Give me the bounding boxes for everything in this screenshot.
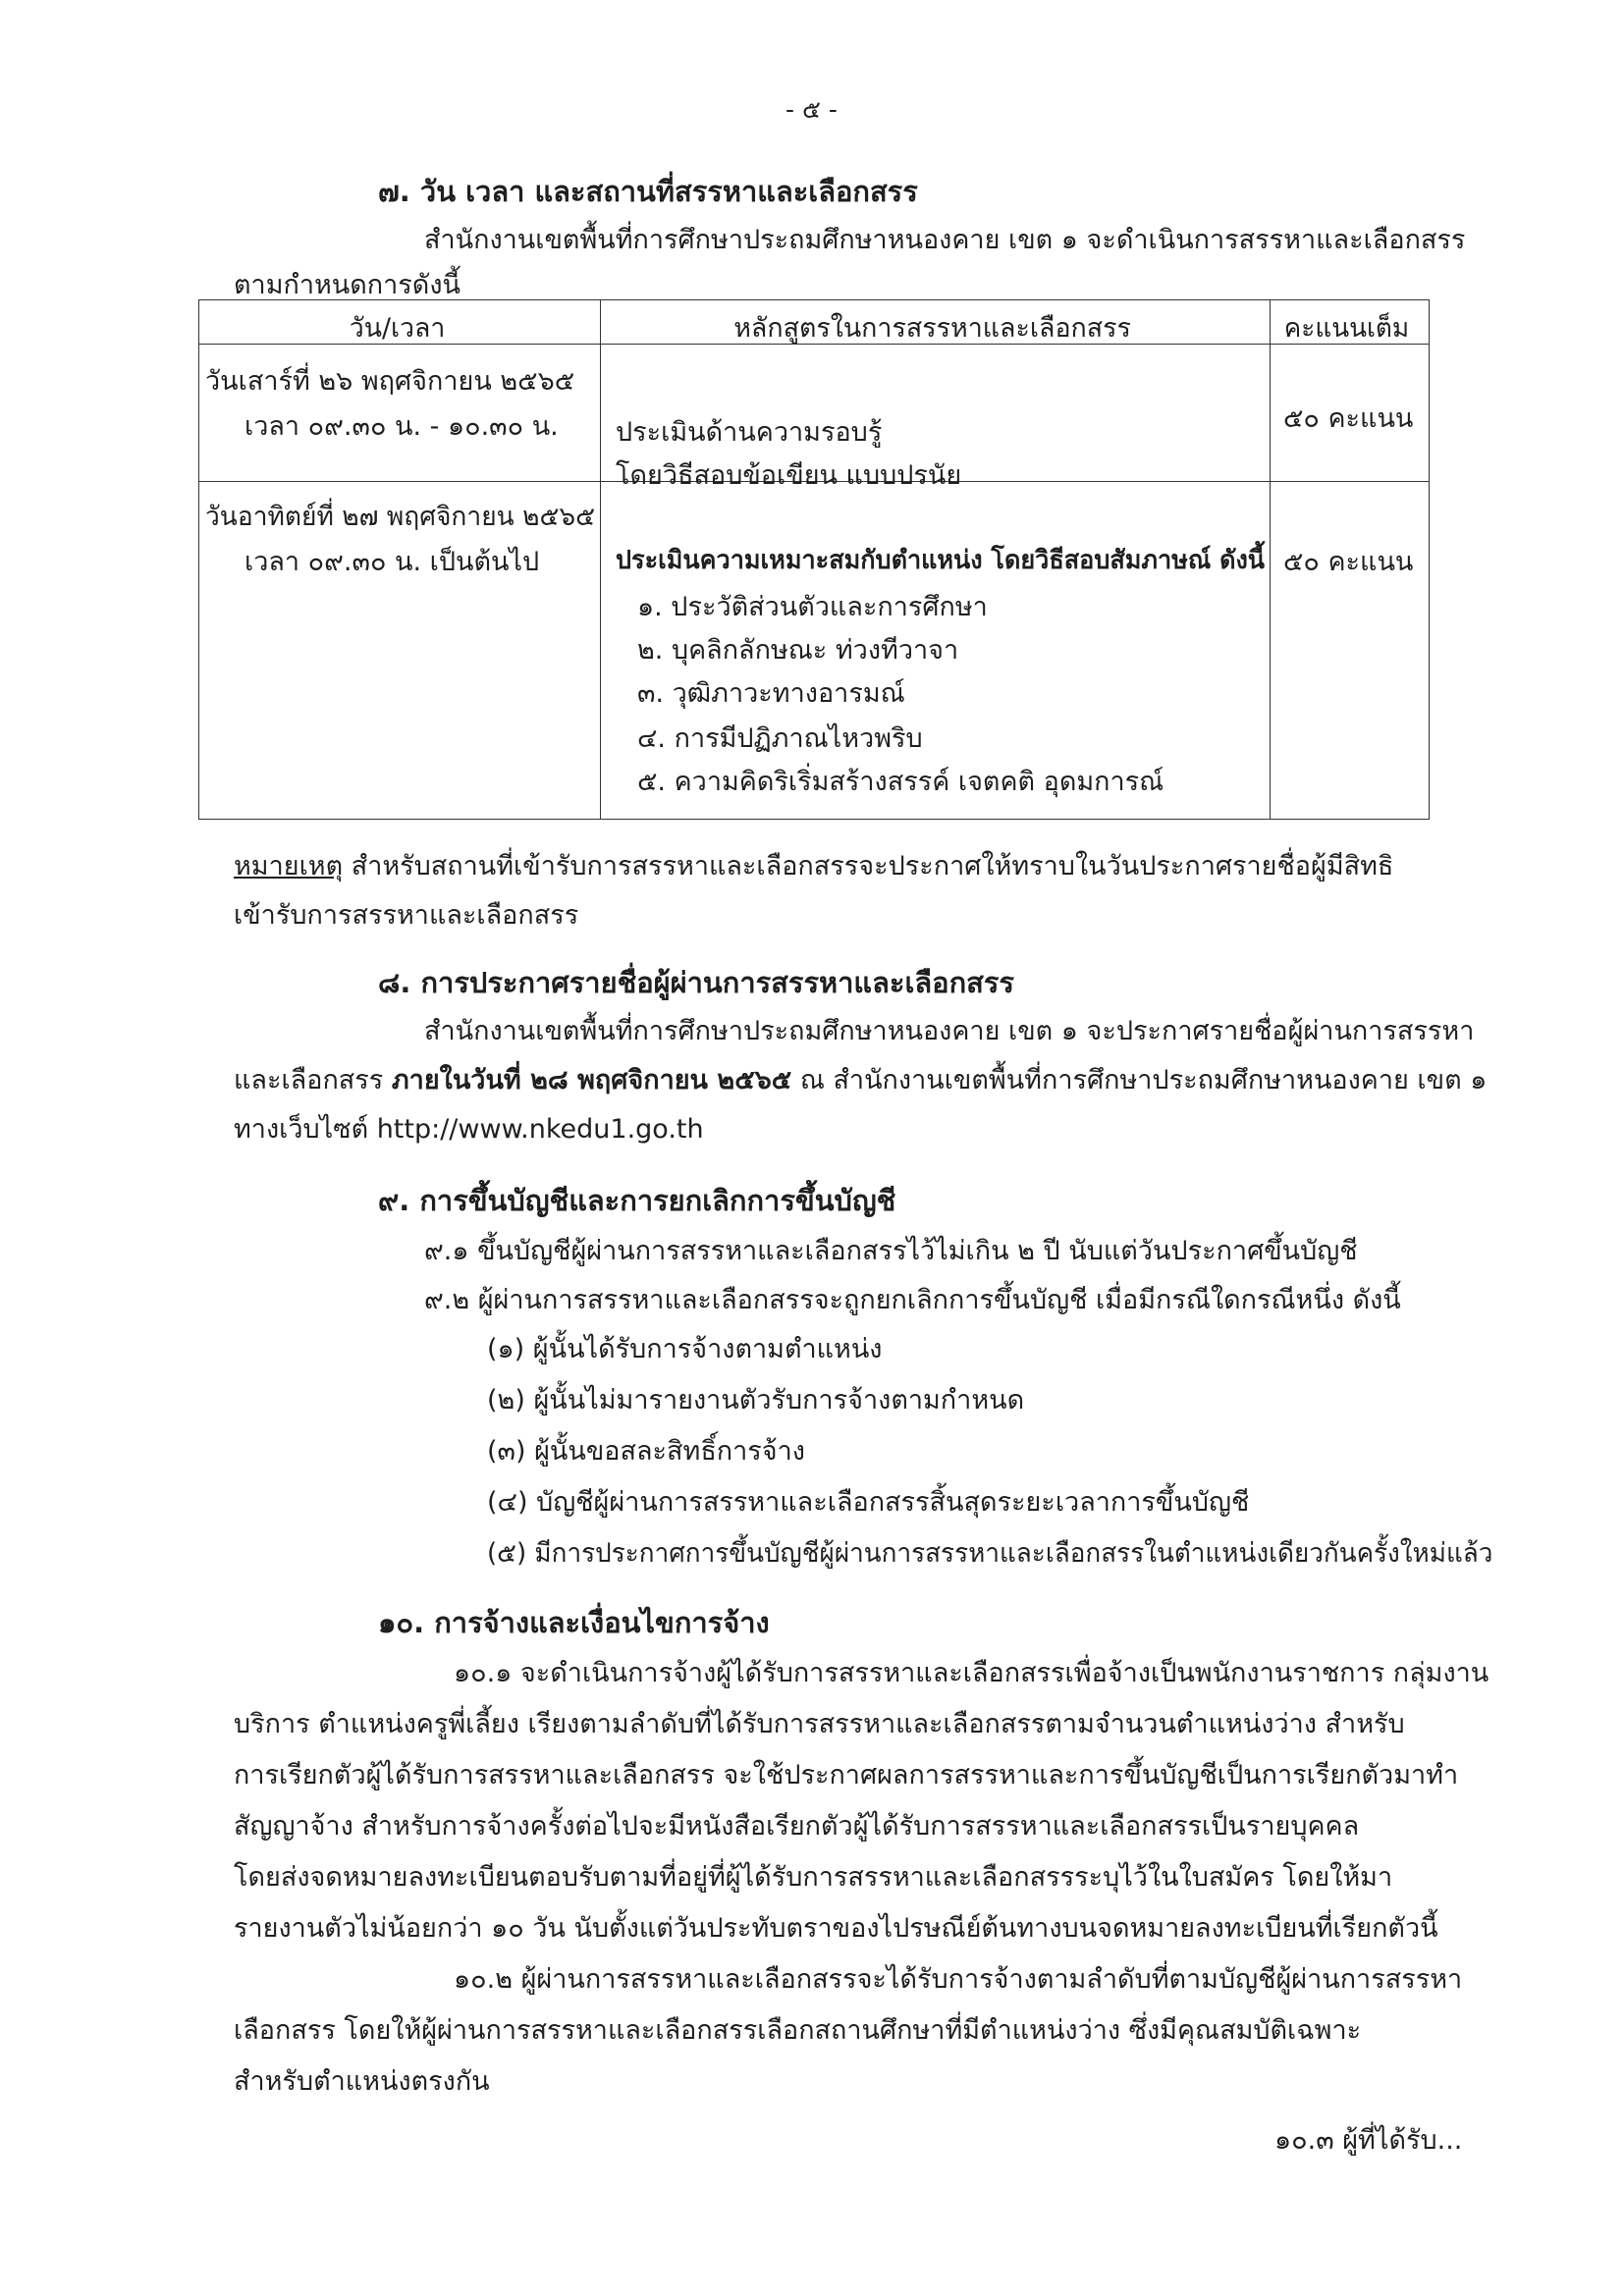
section-10-p2-line1: ๑๐.๒ ผู้ผ่านการสรรหาและเลือกสรรจะได้รับการจ้างตามลำดับที่ตามบัญชีผู้ผ่านการสรรหา <box>454 1964 1463 1995</box>
section-10-p2-line3: สำหรับตำแหน่งตรงกัน <box>234 2066 490 2097</box>
section-9-subitem-2: (๒) ผู้นั้นไม่มารายงานตัวรับการจ้างตามกำหนด <box>487 1385 1025 1415</box>
section-10-p2-line2: เลือกสรร โดยให้ผู้ผ่านการสรรหาและเลือกสรรเลือกสถานศึกษาที่มีตำแหน่งว่าง ซึ่งมีคุณสมบัติเฉพาะ <box>234 2015 1362 2046</box>
section-9-item1: ๙.๑ ขึ้นบัญชีผู้ผ่านการสรรหาและเลือกสรรไว้ไม่เกิน ๒ ปี นับแต่วันประกาศขึ้นบัญชี <box>424 1236 1358 1266</box>
row2-time: เวลา ๐๙.๓๐ น. เป็นต้นไป <box>244 547 540 577</box>
section-7-heading: ๗. วัน เวลา และสถานที่สรรหาและเลือกสรร <box>378 175 918 208</box>
row2-item-3: ๓. วุฒิภาวะทางอารมณ์ <box>637 678 905 709</box>
note-line2: เข้ารับการสรรหาและเลือกสรร <box>234 900 579 931</box>
section-10-p1-line5: โดยส่งจดหมายลงทะเบียนตอบรับตามที่อยู่ที่ผู้ได้รับการสรรหาและเลือกสรรระบุไว้ในใบสมัคร โดยให้มา <box>234 1862 1393 1893</box>
row2-date: วันอาทิตย์ที่ ๒๗ พฤศจิกายน ๒๕๖๕ <box>205 502 596 532</box>
row1-score: ๕๐ คะแนน <box>1283 403 1414 434</box>
section-10-heading: ๑๐. การจ้างและเงื่อนไขการจ้าง <box>378 1606 770 1639</box>
table-header-score: คะแนนเต็ม <box>1283 313 1410 344</box>
section-7-intro-line2: ตามกำหนดการดังนี้ <box>234 270 460 300</box>
section-10-p1-line4: สัญญาจ้าง สำหรับการจ้างครั้งต่อไปจะมีหนังสือเรียกตัวผู้ได้รับการสรรหาและเลือกสรรเป็นรายบุคคล <box>234 1811 1360 1842</box>
section-10-p1-line6: รายงานตัวไม่น้อยกว่า ๑๐ วัน นับตั้งแต่วันประทับตราของไปรษณีย์ต้นทางบนจดหมายลงทะเบียนที่เรียกตัวนี้ <box>234 1913 1438 1944</box>
continuation-text: ๑๐.๓ ผู้ที่ได้รับ... <box>1274 2125 1463 2156</box>
table-header-course: หลักสูตรในการสรรหาและเลือกสรร <box>733 313 1131 344</box>
row1-course-line2: โดยวิธีสอบข้อเขียน แบบปรนัย <box>616 460 962 491</box>
section-9-subitem-4: (๔) บัญชีผู้ผ่านการสรรหาและเลือกสรรสิ้นสุดระยะเวลาการขึ้นบัญชี <box>487 1487 1250 1518</box>
section-8-line2 <box>234 1058 1487 1100</box>
page-number: - ๕ - <box>785 95 838 124</box>
note-label: หมายเหตุ <box>234 851 344 881</box>
row2-item-4: ๔. การมีปฏิภาณไหวพริบ <box>637 723 923 754</box>
row2-item-2: ๒. บุคลิกลักษณะ ท่วงทีวาจา <box>637 635 959 666</box>
section-7-intro-line1: สำนักงานเขตพื้นที่การศึกษาประถมศึกษาหนองคาย เขต ๑ จะดำเนินการสรรหาและเลือกสรร <box>424 225 1466 255</box>
section-8-announce-date: ภายในวันที่ ๒๘ พฤศจิกายน ๒๕๖๕ <box>391 1065 792 1095</box>
section-9-item2: ๙.๒ ผู้ผ่านการสรรหาและเลือกสรรจะถูกยกเลิกการขึ้นบัญชี เมื่อมีกรณีใดกรณีหนึ่ง ดังนี้ <box>424 1285 1401 1315</box>
row2-item-1: ๑. ประวัติส่วนตัวและการศึกษา <box>637 592 988 622</box>
section-9-heading: ๙. การขึ้นบัญชีและการยกเลิกการขึ้นบัญชี <box>378 1184 896 1217</box>
section-8-line3: ทางเว็บไซต์ http://www.nkedu1.go.th <box>234 1114 704 1145</box>
note-line1 <box>234 844 1393 886</box>
row2-course-title: ประเมินความเหมาะสมกับตำแหน่ง โดยวิธีสอบสัมภาษณ์ ดังนี้ <box>616 546 1266 575</box>
row2-score: ๕๐ คะแนน <box>1283 547 1414 577</box>
section-10-p1-line1: ๑๐.๑ จะดำเนินการจ้างผู้ได้รับการสรรหาและเลือกสรรเพื่อจ้างเป็นพนักงานราชการ กลุ่มงาน <box>454 1658 1489 1688</box>
row2-item-5: ๕. ความคิดริเริ่มสร้างสรรค์ เจตคติ อุดมการณ์ <box>637 767 1164 797</box>
section-9-subitem-3: (๓) ผู้นั้นขอสละสิทธิ์การจ้าง <box>487 1436 805 1467</box>
table-header-date: วัน/เวลา <box>349 313 446 344</box>
row1-time: เวลา ๐๙.๓๐ น. - ๑๐.๓๐ น. <box>244 411 559 442</box>
schedule-table <box>198 299 1430 820</box>
section-8-line2-b: ณ สำนักงานเขตพื้นที่การศึกษาประถมศึกษาหนองคาย เขต ๑ <box>791 1065 1488 1095</box>
note-text: สำหรับสถานที่เข้ารับการสรรหาและเลือกสรรจะประกาศให้ทราบในวันประกาศรายชื่อผู้มีสิทธิ <box>343 851 1394 881</box>
section-10-p1-line2: บริการ ตำแหน่งครูพี่เลี้ยง เรียงตามลำดับที่ได้รับการสรรหาและเลือกสรรตามจำนวนตำแหน่งว่าง สำหรับ <box>234 1709 1405 1739</box>
section-8-heading: ๘. การประกาศรายชื่อผู้ผ่านการสรรหาและเลือกสรร <box>378 966 1014 999</box>
section-10-p1-line3: การเรียกตัวผู้ได้รับการสรรหาและเลือกสรร จะใช้ประกาศผลการสรรหาและการขึ้นบัญชีเป็นการเรียกตัวมาทำ <box>234 1760 1459 1790</box>
section-8-line1: สำนักงานเขตพื้นที่การศึกษาประถมศึกษาหนองคาย เขต ๑ จะประกาศรายชื่อผู้ผ่านการสรรหา <box>424 1016 1475 1046</box>
row1-course-line1: ประเมินด้านความรอบรู้ <box>616 417 883 448</box>
row1-date: วันเสาร์ที่ ๒๖ พฤศจิกายน ๒๕๖๕ <box>205 366 575 397</box>
section-9-subitem-1: (๑) ผู้นั้นได้รับการจ้างตามตำแหน่ง <box>487 1334 883 1364</box>
section-9-subitem-5: (๕) มีการประกาศการขึ้นบัญชีผู้ผ่านการสรรหาและเลือกสรรในตำแหน่งเดียวกันครั้งใหม่แล้ว <box>487 1538 1493 1569</box>
section-8-line2-a: และเลือกสรร <box>234 1065 392 1095</box>
